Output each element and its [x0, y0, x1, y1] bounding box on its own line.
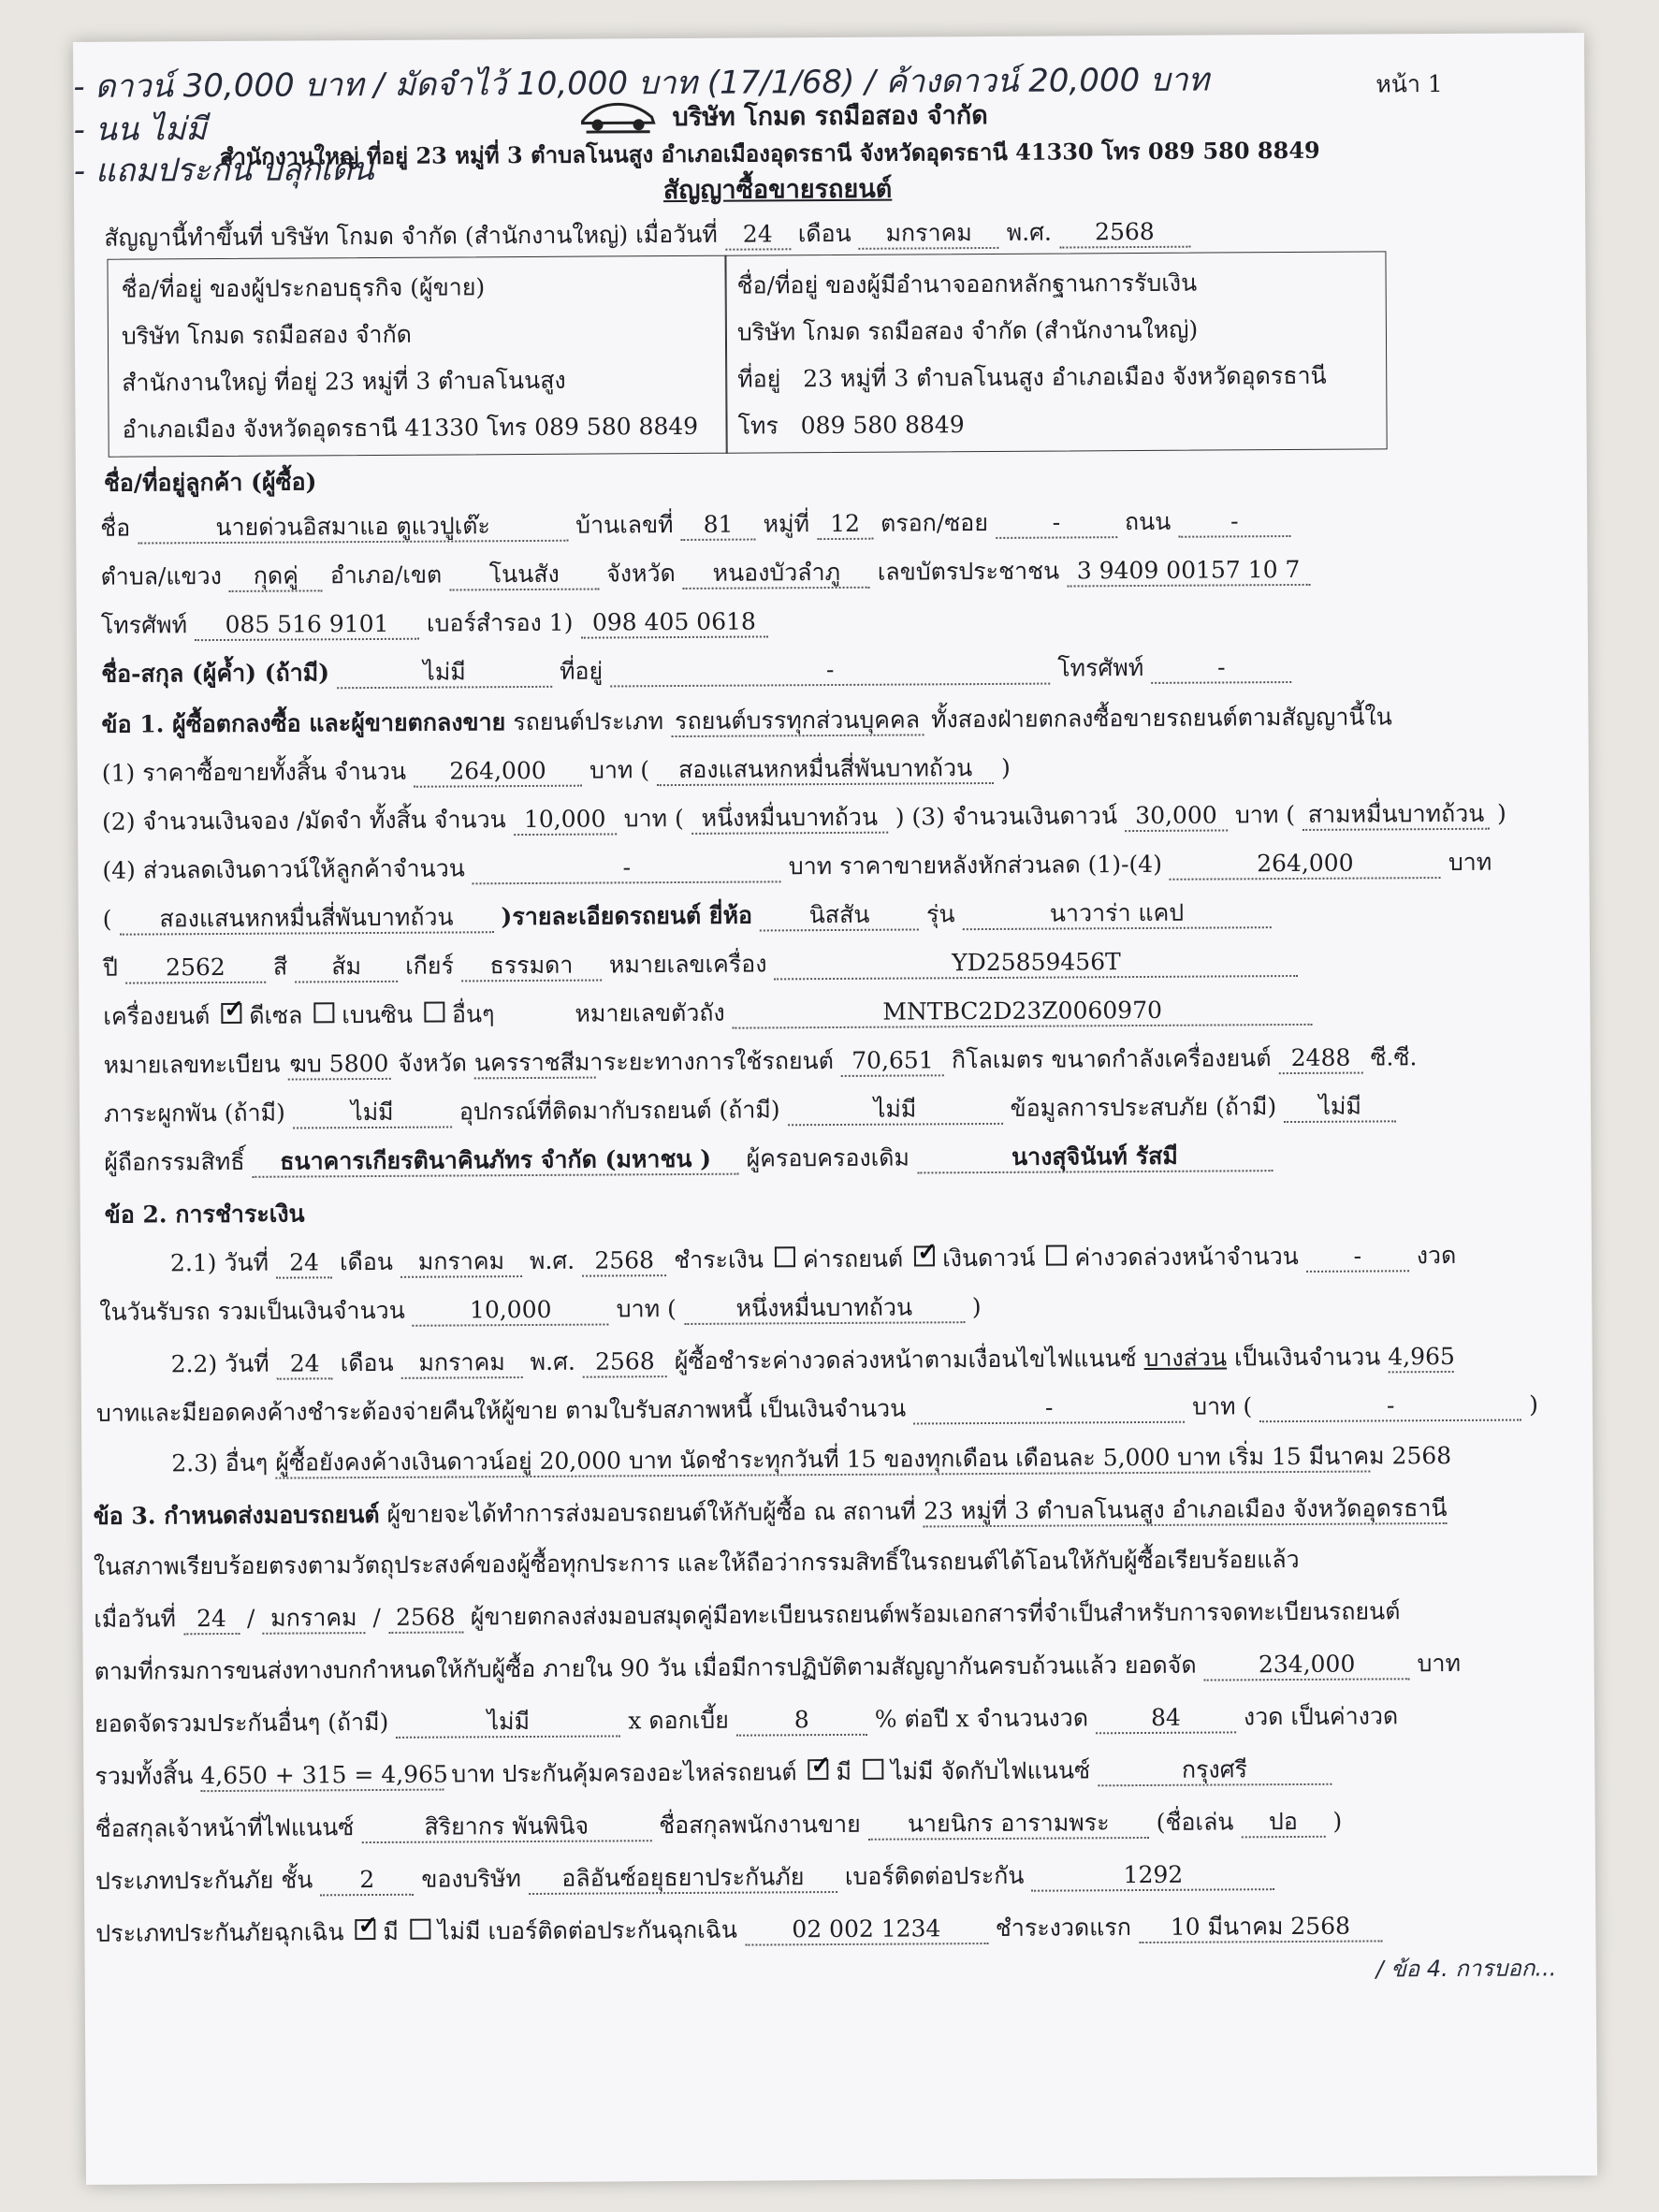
clause1-heading: ข้อ 1. ผู้ซื้อตกลงซื้อ และผู้ขายตกลงขาย [101, 708, 506, 738]
paren-close: ) [1529, 1390, 1539, 1419]
nickname-label: (ชื่อเล่น [1156, 1808, 1234, 1836]
emergency-yes-checkbox[interactable] [355, 1919, 375, 1940]
handwritten-note-3: - แถมประกัน ปลุกเดิน [73, 150, 374, 190]
insurance-class: 2 [320, 1867, 414, 1896]
parts-insurance-no-checkbox[interactable] [863, 1759, 883, 1780]
delivery-text: ผู้ขายจะได้ทำการส่งมอบรถยนต์ให้กับผู้ซื้อ ณ สถานที่ [386, 1497, 916, 1528]
surety-row [101, 648, 1299, 693]
payment-2-1-row [170, 1237, 1464, 1282]
paren-close: ) [1496, 799, 1506, 827]
emergency-tel: 02 002 1234 [745, 1915, 988, 1945]
officer-row: ชื่อสกุลเจ้าหน้าที่ไฟแนนซ์ สิริยากร พันพินิจ ชื่อสกุลพนักงานขาย นายนิกร อารามพระ (ชื่อเล่น ปอ ) [95, 1803, 1350, 1848]
receipt-address-label: ที่อยู่ [737, 365, 781, 393]
mileage: 70,651 [841, 1047, 944, 1076]
phone2-label: เบอร์สำรอง 1) [426, 608, 574, 637]
first-installment-label: ชำระงวดแรก [995, 1914, 1131, 1942]
plate-row [104, 1039, 1425, 1084]
emergency-no-checkbox[interactable] [410, 1919, 430, 1940]
delivery-month: มกราคม [262, 1605, 365, 1634]
tambon-label: ตำบล/แขวง [100, 561, 222, 590]
delivery-text-2: ในสภาพเรียบร้อยตรงตามวัตถุประสงค์ของผู้ซื้อทุกประการ และให้ถือว่ากรรมสิทธิ์ในรถยนต์ได้โอนให้กับผู้ซื้อเรียบร้อยแล้ว [93, 1545, 1300, 1580]
moo-label: หมู่ที่ [763, 510, 810, 538]
buyer-row-3 [101, 603, 776, 644]
buyer-phone-2: 098 405 0618 [580, 608, 767, 638]
month-label: เดือน [797, 219, 851, 248]
receipt-box-title: ชื่อ/ที่อยู่ ของผู้มีอำนาจออกหลักฐานการรับเงิน [736, 269, 1198, 299]
parts-insurance-yes-checkbox[interactable] [808, 1759, 828, 1780]
buyer-amphoe: โนนสัง [449, 561, 599, 591]
s1-date-label: 2.1) วันที่ [169, 1248, 269, 1277]
interest-rate: 8 [736, 1707, 867, 1737]
s3-text: ผู้ซื้อยังคงค้างเงินดาวน์อยู่ 20,000 บาท นัดชำระทุกวันที่ 15 ของทุกเดือน เดือนละ 5,000 บาท เริ่ม 15 มีนาคม 2568 [275, 1444, 1370, 1479]
insurance-class-row [95, 1855, 1283, 1900]
year-label: พ.ศ. [1006, 218, 1053, 246]
buyer-id-number: 3 9409 00157 10 7 [1067, 557, 1310, 587]
accessories-value: ไม่มี [788, 1096, 1003, 1126]
car-gear: ธรรมดา [461, 953, 602, 982]
s1-month: มกราคม [400, 1248, 522, 1278]
deposit-row [102, 795, 1514, 841]
rate-label: x ดอกเบี้ย [628, 1706, 729, 1735]
company-name: บริษัท โกมด รถมือสอง จำกัด [672, 100, 988, 133]
deposit-text: หนึ่งหมื่นบาทถ้วน [691, 805, 888, 835]
price-row [102, 749, 1018, 793]
continued-footer: / ข้อ 4. การบอก... [1375, 1955, 1557, 1983]
finance-amount: 234,000 [1204, 1651, 1410, 1681]
contract-year: 2568 [1059, 219, 1190, 249]
buyer-soi: - [996, 509, 1117, 539]
discount-label: (4) ส่วนลดเงินดาวน์ให้ลูกค้าจำนวน [102, 854, 465, 884]
year-color-row [103, 942, 1306, 987]
total-label: รวมทั้งสิ้น [95, 1762, 194, 1790]
prev-owner-label: ผู้ครอบครองเดิม [746, 1143, 910, 1172]
down-label: เงินดาวน์ [942, 1244, 1036, 1273]
finance-company-label: จัดกับไฟแนนซ์ [940, 1756, 1091, 1785]
diesel-label: ดีเซล [249, 1001, 303, 1029]
s2-month: มกราคม [401, 1349, 523, 1379]
previous-owner: นางสุจินันท์ รัสมี [917, 1142, 1273, 1173]
pay-label: ชำระเงิน [674, 1245, 764, 1274]
buyer-row-2 [100, 551, 1317, 596]
buyer-phone: 085 516 9101 [195, 611, 419, 641]
vehicle-type: รถยนต์บรรทุกส่วนบุคคล [671, 706, 924, 736]
car-price-checkbox[interactable] [775, 1246, 795, 1267]
baht-label: บาท ( [616, 1295, 677, 1323]
s3-label: 2.3) อื่นๆ [171, 1448, 269, 1477]
chassis-label: หมายเลขตัวถัง [575, 998, 725, 1027]
road-label: ถนน [1124, 507, 1171, 536]
clause1-row-type [101, 698, 1400, 743]
receipt-tel: 089 580 8849 [800, 411, 965, 440]
amphoe-label: อำเภอ/เขต [329, 560, 443, 589]
finance-text: ตามที่กรมการขนส่งทางบกกำหนดให้กับผู้ซื้อ ภายใน 90 วัน เมื่อมีการปฏิบัติตามสัญญากันครบถ้วนแล้ว ยอดจัด [94, 1651, 1197, 1685]
plate-province-label: จังหวัด [398, 1049, 468, 1077]
net-price-text: สองแสนหกหมื่นสี่พันบาทถ้วน [119, 904, 493, 935]
s2-partial: บางส่วน [1143, 1344, 1228, 1372]
seller-address-2: อำเภอเมือง จังหวัดอุดรธานี 41330 โทร 089 580 8849 [122, 412, 699, 444]
soi-label: ตรอก/ซอย [880, 508, 989, 537]
s2-day: 24 [277, 1350, 333, 1379]
delivery-row [94, 1490, 1455, 1535]
car-price-label: ค่ารถยนต์ [802, 1244, 904, 1273]
seller-address-1: สำนักงานใหญ่ ที่อยู่ 23 หมู่ที่ 3 ตำบลโนนสูง [122, 366, 566, 397]
nickname: ปอ [1241, 1809, 1325, 1838]
document-title: สัญญาซื้อขายรถยนต์ [662, 174, 893, 206]
legal-owner: ธนาคารเกียรตินาคินภัทร จำกัด (มหาชน ) [253, 1146, 739, 1178]
owner-label: ผู้ถือกรรมสิทธิ์ [104, 1147, 245, 1176]
clause3-heading: ข้อ 3. กำหนดส่งมอบรถยนต์ [93, 1500, 380, 1530]
insurance-label: ยอดจัดรวมประกันอื่นๆ (ถ้ามี) [94, 1708, 389, 1738]
surety-address-label: ที่อยู่ [559, 657, 604, 685]
s2-year: 2568 [583, 1348, 667, 1377]
no-label: ไม่มี [437, 1917, 481, 1945]
baht-label: บาท ( [623, 804, 684, 833]
installment-label: งวด [1416, 1241, 1457, 1270]
receipt-tel-label: โทร [737, 412, 779, 440]
seller-name: บริษัท โกมด รถมือสอง จำกัด [121, 320, 413, 350]
discount-amount: - [473, 853, 781, 884]
finance-row [95, 1645, 1469, 1691]
plate-number: ฆบ 5800 [287, 1051, 390, 1080]
surety-address: - [610, 656, 1050, 688]
cc-unit: ซี.ซี. [1370, 1043, 1418, 1071]
registration-text: ผู้ขายตกลงส่งมอบสมุดคู่มือทะเบียนรถยนต์พร้อมเอกสารที่จำเป็นสำหรับการจดทะเบียนรถยนต์ [470, 1597, 1401, 1631]
insurer-label: ของบริษัท [421, 1865, 521, 1893]
delivery-date-row [94, 1593, 1407, 1638]
car-brand: นิสสัน [760, 901, 919, 931]
insurer-name: อลิอันซ์อยุธยาประกันภัย [529, 1864, 837, 1895]
surety-tel-label: โทรศัพท์ [1057, 653, 1144, 682]
sales-person: นายนิกร อารามพระ [868, 1810, 1149, 1841]
contract-month: มกราคม [859, 220, 999, 250]
surety-label: ชื่อ-สกุล (ผู้ค้ำ) (ถ้ามี) [101, 659, 330, 688]
insurance-value: ไม่มี [396, 1708, 620, 1738]
seller-box-title: ชื่อ/ที่อยู่ ของผู้ประกอบธุรกิจ (ผู้ขาย) [121, 273, 486, 303]
receive-text: หนึ่งหมื่นบาทถ้วน [684, 1294, 965, 1325]
intro-line [104, 213, 1198, 257]
paren-close: ) [1001, 753, 1011, 781]
handwritten-note-1: - ดาวน์ 30,000 บาท / มัดจำไว้ 10,000 บาท (17/1/68) / ค้างดาวน์ 20,000 บาท [73, 61, 1210, 106]
plate-province: นครราชสีมา [474, 1050, 596, 1080]
phone-label: โทรศัพท์ [100, 611, 188, 639]
no-label: ไม่มี [890, 1757, 934, 1785]
surety-name: ไม่มี [337, 659, 552, 689]
buyer-house-no: 81 [681, 512, 756, 541]
engine-cc: 2488 [1278, 1045, 1362, 1074]
buyer-road: - [1178, 508, 1290, 537]
lien-label: ภาระผูกพัน (ถ้ามี) [103, 1099, 285, 1128]
company-logo-icon [576, 93, 659, 138]
car-model: นาวาร่า แคป [962, 899, 1271, 930]
engine-type-label: เครื่องยนต์ [103, 1002, 211, 1030]
officer-label: ชื่อสกุลเจ้าหน้าที่ไฟแนนซ์ [95, 1813, 355, 1842]
intro-text: สัญญานี้ทำขึ้นที่ บริษัท โกมด จำกัด (สำนักงานใหญ่) เมื่อวันที่ [104, 220, 718, 252]
plate-label: หมายเลขทะเบียน [103, 1050, 281, 1079]
benzin-checkbox[interactable] [313, 1002, 334, 1023]
deposit-label: (2) จำนวนเงินจอง /มัดจำ ทั้งสิ้น จำนวน [102, 806, 506, 836]
car-color: ส้ม [295, 953, 398, 982]
advance-checkbox[interactable] [1046, 1244, 1067, 1265]
handwritten-note-2: - นน ไม่มี [73, 110, 208, 149]
mileage-label: ระยะทางการใช้รถยนต์ [603, 1047, 835, 1076]
vehicle-type-label: รถยนต์ประเภท [513, 707, 664, 736]
slash: / [372, 1603, 381, 1632]
yes-label: มี [836, 1757, 852, 1786]
debt-row [96, 1386, 1546, 1432]
term-label: % ต่อปี x จำนวนงวด [874, 1704, 1089, 1733]
advance-label: ค่างวดล่วงหน้าจำนวน [1074, 1242, 1299, 1272]
lien-value: ไม่มี [293, 1099, 452, 1129]
buyer-row-1 [100, 502, 1298, 547]
term-tail: งวด เป็นค่างวด [1243, 1702, 1399, 1731]
s1-day: 24 [276, 1249, 332, 1278]
debt-text: - [1259, 1392, 1521, 1422]
year-label: พ.ศ. [529, 1246, 575, 1274]
deposit-amount: 10,000 [514, 806, 617, 835]
engine-number: YD25859456T [774, 948, 1298, 980]
contract-page [73, 33, 1597, 2185]
gear-label: เกียร์ [405, 952, 455, 980]
engine-no-label: หมายเลขเครื่อง [608, 950, 767, 979]
model-label: รุ่น [925, 900, 955, 928]
benzin-label: เบนซิน [342, 1000, 414, 1029]
sales-label: ชื่อสกุลพนักงานขาย [659, 1810, 861, 1840]
clause1-tail: ทั้งสองฝ่ายตกลงซื้อขายรถยนต์ตามสัญญานี้ใน [930, 703, 1392, 734]
house-label: บ้านเลขที่ [575, 511, 674, 539]
buyer-moo: 12 [817, 511, 873, 540]
seller-info-box [107, 255, 727, 458]
receive-amount: 10,000 [413, 1296, 609, 1326]
debt-amount: - [913, 1394, 1185, 1425]
id-label: เลขบัตรประชาชน [877, 557, 1060, 586]
payment-2-2-row [171, 1338, 1462, 1383]
s2-amount-label: เป็นเงินจำนวน [1233, 1343, 1381, 1372]
term-count: 84 [1096, 1704, 1236, 1734]
brand-row: ( สองแสนหกหมื่นสี่พันบาทถ้วน )รายละเอียดรถยนต์ ยี่ห้อ นิสสัน รุ่น นาวาร่า แคป [103, 894, 1279, 939]
baht-label: บาท ( [1192, 1392, 1253, 1420]
surety-tel: - [1151, 654, 1291, 684]
baht-label: บาท ( [589, 756, 650, 784]
year-label: พ.ศ. [530, 1347, 575, 1375]
first-installment-date: 10 มีนาคม 2568 [1139, 1913, 1382, 1943]
receipt-address: 23 หมู่ที่ 3 ตำบลโนนสูง อำเภอเมือง จังหวัดอุดรธานี [803, 361, 1327, 393]
engine-row [103, 991, 1320, 1036]
month-label: เดือน [339, 1247, 394, 1276]
total-price-label: (1) ราคาซื้อขายทั้งสิ้น จำนวน [101, 757, 407, 787]
buyer-province: หนองบัวลำภู [683, 560, 870, 589]
down-payment-label: ) (3) จำนวนเงินดาวน์ [895, 802, 1118, 831]
page-number: หน้า 1 [1375, 70, 1443, 98]
down-payment-checkbox[interactable] [914, 1245, 935, 1266]
total-row [95, 1751, 1339, 1796]
s2-date-label: 2.2) วันที่ [170, 1349, 269, 1378]
emergency-row [95, 1907, 1390, 1952]
s2-text: ผู้ซื้อชำระค่างวดล่วงหน้าตามเงื่อนไขไฟแนนซ์ [674, 1345, 1137, 1375]
chassis-number: MNTBC2D23Z0060970 [733, 997, 1313, 1029]
car-year-label: ปี [102, 953, 119, 982]
company-address: สำนักงานใหญ่ ที่อยู่ 23 หมู่ที่ 3 ตำบลโนนสูง อำเภอเมืองอุดรธานี จังหวัดอุดรธานี 41330 โทร 089 580 8849 [219, 136, 1320, 170]
baht-label: บาท [1448, 848, 1492, 876]
down-payment: 30,000 [1125, 802, 1228, 831]
slash: / [246, 1604, 255, 1632]
paren-close: ) [971, 1293, 982, 1321]
province-label: จังหวัด [606, 560, 676, 588]
delivery-place: 23 หมู่ที่ 3 ตำบลโนนสูง อำเภอเมือง จังหวัดอุดรธานี [924, 1495, 1448, 1527]
receive-row [99, 1288, 989, 1332]
lien-row [104, 1087, 1404, 1132]
interest-row [95, 1697, 1405, 1743]
emergency-label: ประเภทประกันภัยฉุกเฉิน [95, 1918, 344, 1947]
net-price-label: บาท ราคาขายหลังหักส่วนลด (1)-(4) [788, 850, 1162, 880]
accessories-label: อุปกรณ์ที่ติดมากับรถยนต์ (ถ้ามี) [458, 1096, 780, 1126]
insurer-contact: 1292 [1031, 1861, 1274, 1891]
buyer-tambon: กุดคู่ [229, 562, 323, 591]
contract-day: 24 [725, 221, 791, 250]
finance-officer: สิริยากร พันพินิจ [361, 1812, 651, 1843]
s2-amount: 4,965 [1388, 1344, 1453, 1373]
other-fuel-label: อื่นๆ [451, 1000, 495, 1028]
buyer-name: นายด่วนอิสมาแอ ตูแวปูเต๊ะ [138, 513, 568, 545]
s1-year: 2568 [582, 1247, 666, 1276]
clause2-heading: ข้อ 2. การชำระเงิน [104, 1200, 305, 1229]
insurer-contact-label: เบอร์ติดต่อประกัน [844, 1861, 1025, 1890]
installment-total: 4,650 + 315 = 4,965 [200, 1762, 444, 1792]
yes-label: มี [383, 1917, 400, 1945]
receipt-company-name: บริษัท โกมด รถมือสอง จำกัด (สำนักงานใหญ่) [736, 315, 1199, 346]
baht-label: บาท [1417, 1649, 1462, 1678]
accident-value: ไม่มี [1284, 1093, 1396, 1122]
delivery-date-label: เมื่อวันที่ [94, 1605, 177, 1633]
advance-count: - [1306, 1243, 1409, 1272]
total-price: 264,000 [414, 758, 582, 788]
discount-row [102, 844, 1499, 890]
accident-label: ข้อมูลการประสบภัย (ถ้ามี) [1010, 1093, 1277, 1122]
brand-label: )รายละเอียดรถยนต์ ยี่ห้อ [501, 901, 753, 931]
other-fuel-checkbox[interactable] [424, 1002, 444, 1023]
buyer-heading: ชื่อ/ที่อยู่ลูกค้า (ผู้ซื้อ) [103, 468, 317, 497]
baht-label: บาท ( [1234, 800, 1296, 829]
net-price: 264,000 [1170, 850, 1441, 880]
debt-label: บาทและมียอดคงค้างชำระต้องจ่ายคืนให้ผู้ขาย ตามใบรับสภาพหนี้ เป็นเงินจำนวน [95, 1394, 907, 1427]
parts-insurance-label: บาท ประกันคุ้มครองอะไหล่รถยนต์ [451, 1758, 797, 1788]
down-payment-text: สามหมื่นบาทถ้วน [1302, 801, 1490, 831]
total-price-text: สองแสนหกหมื่นสี่พันบาทถ้วน [657, 755, 994, 786]
emergency-tel-label: เบอร์ติดต่อประกันฉุกเฉิน [488, 1915, 737, 1945]
color-label: สี [272, 953, 288, 981]
name-label: ชื่อ [100, 514, 131, 542]
engine-cc-label: กิโลเมตร ขนาดกำลังเครื่องยนต์ [951, 1044, 1272, 1074]
owner-row [104, 1137, 1280, 1182]
receipt-authority-box [724, 251, 1387, 453]
month-label: เดือน [340, 1348, 394, 1377]
car-year: 2562 [125, 954, 266, 984]
diesel-checkbox[interactable] [221, 1003, 241, 1024]
insurance-class-label: ประเภทประกันภัย ชั้น [95, 1866, 313, 1895]
finance-company: กรุงศรี [1098, 1756, 1332, 1786]
receive-label: ในวันรับรถ รวมเป็นเงินจำนวน [99, 1296, 405, 1326]
delivery-year: 2568 [388, 1604, 463, 1633]
payment-2-3-row [171, 1437, 1452, 1482]
delivery-day: 24 [183, 1606, 240, 1635]
